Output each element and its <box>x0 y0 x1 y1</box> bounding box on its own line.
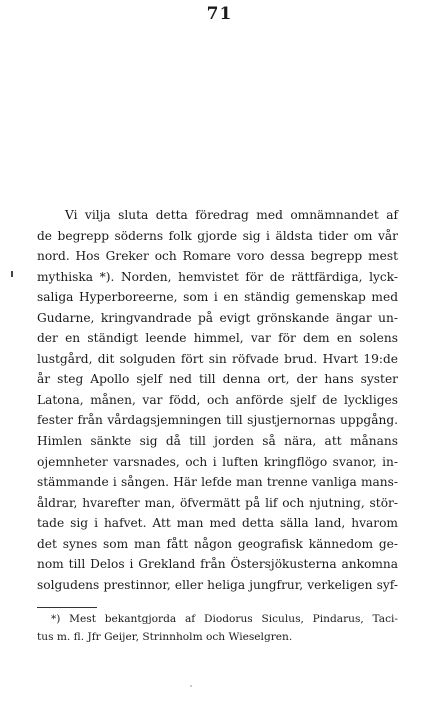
text-line: saliga Hyperboreerne, som i en ständig gemenskap med <box>37 290 398 305</box>
text-line: det synes som man fått någon geografisk kännedom ge- <box>37 536 398 551</box>
footnote-line: *) Mest bekantgjorda af Diodorus Siculus, Pindarus, Taci- <box>51 613 398 625</box>
text-line: solgudens prestinnor, eller heliga jungfrur, verkeligen syf- <box>37 577 398 592</box>
body-text <box>37 205 398 595</box>
text-line: Vi vilja sluta detta föredrag med omnämnandet af <box>65 208 398 222</box>
text-line: ojemnheter varsnades, och i luften kringflögo svanor, in- <box>37 454 398 469</box>
footnote-rule <box>37 607 97 608</box>
page-number: 71 <box>206 4 233 24</box>
text-line: åldrar, hvarefter man, öfvermätt på lif och njutning, stör- <box>37 495 398 510</box>
text-line: de begrepp söderns folk gjorde sig i äldsta tider om vår <box>37 228 398 243</box>
text-line: fester från vårdagsjemningen till sjustjernornas uppgång. <box>37 413 398 428</box>
text-line: der en ständigt leende himmel, var för dem en solens <box>37 331 398 346</box>
text-line: lustgård, dit solguden fört sin röfvade brud. Hvart 19:de <box>37 351 398 366</box>
footnote <box>37 610 398 646</box>
text-line: Latona, månen, var född, och anförde sjelf de lyckliges <box>37 392 398 407</box>
paper-speck <box>190 685 192 687</box>
text-line: Himlen sänkte sig då till jorden så nära, att månans <box>37 434 398 449</box>
text-line: nord. Hos Greker och Romare voro dessa begrepp mest <box>37 249 398 264</box>
footnote-line: tus m. fl. Jfr Geijer, Strinnholm och Wieselgren. <box>37 631 293 643</box>
text-line: Gudarne, kringvandrade på evigt grönskande ängar un- <box>37 310 398 325</box>
text-line: nom till Delos i Grekland från Östersjökusterna ankomna <box>37 557 398 572</box>
text-line: tade sig i hafvet. Att man med detta sälla land, hvarom <box>37 516 398 531</box>
margin-mark <box>11 271 13 277</box>
text-line: mythiska *). Norden, hemvistet för de rättfärdiga, lyck- <box>37 269 398 284</box>
text-line: stämmande i sången. Här lefde man trenne vanliga mans- <box>37 475 398 490</box>
text-line: år steg Apollo sjelf ned till denna ort, der hans syster <box>37 372 398 387</box>
